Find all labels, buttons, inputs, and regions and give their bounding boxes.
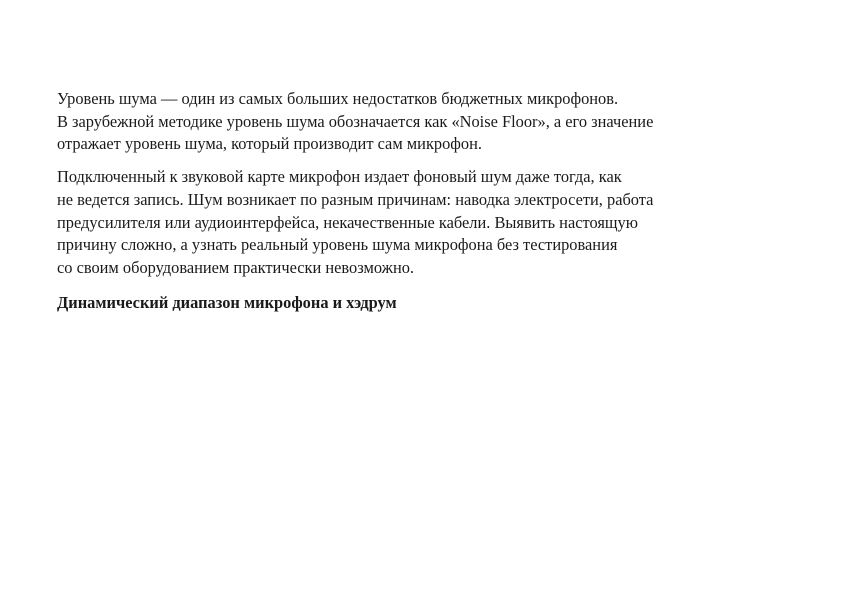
paragraph-line: Подключенный к звуковой карте микрофон издает фоновый шум даже тогда, как <box>57 167 622 187</box>
section-heading: Динамический диапазон микрофона и хэдрум <box>57 292 397 312</box>
paragraph-line: В зарубежной методике уровень шума обозначается как «Noise Floor», а его значение <box>57 111 654 131</box>
paragraph-line: со своим оборудованием практически невозможно. <box>57 257 415 277</box>
paragraph-noise-floor <box>57 88 797 156</box>
paragraph-line: предусилителя или аудиоинтерфейса, некачественные кабели. Выявить настоящую <box>57 212 638 232</box>
paragraph-line: отражает уровень шума, который производит сам микрофон. <box>57 134 482 154</box>
paragraph-line: не ведется запись. Шум возникает по разным причинам: наводка электросети, работа <box>57 189 654 209</box>
paragraph-noise-causes <box>57 166 797 280</box>
paragraph-line: Уровень шума — один из самых больших недостатков бюджетных микрофонов. <box>57 89 619 108</box>
paragraph-line: причину сложно, а узнать реальный уровень шума микрофона без тестирования <box>57 235 618 255</box>
document-body <box>57 88 797 314</box>
